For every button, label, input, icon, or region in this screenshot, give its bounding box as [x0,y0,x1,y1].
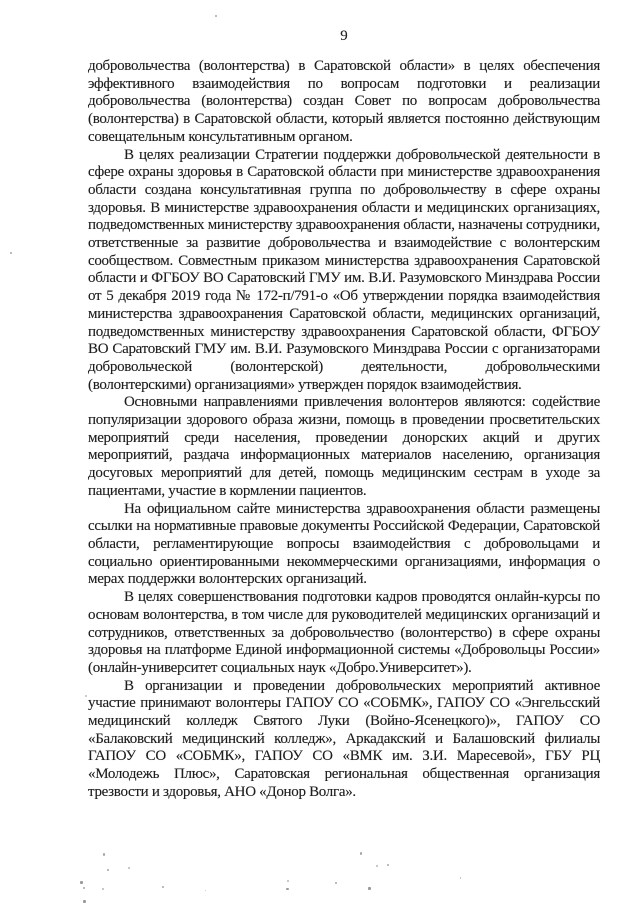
body-paragraph: В целях совершенствования подготовки кадров проводятся онлайн-курсы по основам волонтерства, в том числе для руководителей медицинских организаций и сотрудников, ответственных за добровольчество (волонтерство) в сфере охраны здоровья на платформе Единой информационной системы «Добровольцы России» (онлайн-университет социальных наук «Добро.Университет»). [88,589,600,676]
page-number: 9 [340,28,348,44]
body-paragraph: Основными направлениями привлечения волонтеров являются: содействие популяризации здорового образа жизни, помощь в проведении просветительских мероприятий среди населения, проведении донорских акций и других мероприятий, раздача информационных материалов населению, организация досуговых мероприятий для детей, помощь медицинским сестрам в уходе за пациентами, участие в кормлении пациентов. [88,394,600,499]
body-paragraph: В организации и проведении добровольческих мероприятий активное участие принимают волонтеры ГАПОУ СО «СОБМК», ГАПОУ СО «Энгельсский медицинский колледж Святого Луки (Войно-Ясенецкого)», ГАПОУ СО «Балаковский медицинский колледж», Аркадакский и Балашовский филиалы ГАПОУ СО «СОБМК», ГАПОУ СО «ВМК им. З.И. Маресевой», ГБУ РЦ «Молодежь Плюс», Саратовская региональная общественная организация трезвости и здоровья, АНО «Донор Волга». [88,677,600,800]
body-paragraph: На официальном сайте министерства здравоохранения области размещены ссылки на нормативные правовые документы Российской Федерации, Саратовской области, регламентирующие вопросы взаимодействия с добровольцами и социально ориентированными некоммерческими организациями, информация о мерах поддержки волонтерских организаций. [88,500,600,588]
body-paragraph: В целях реализации Стратегии поддержки добровольческой деятельности в сфере охраны здоровья в Саратовской области при министерстве здравоохранения области создана консультативная группа по добровольчеству в сфере охраны здоровья. В министерстве здравоохранения области и медицинских организациях, подведомственных министерству здравоохранения области, назначены сотрудники, ответственные за развитие добровольчества и взаимодействие с волонтерским сообществом. Совместным приказом министерства здравоохранения Саратовской области и ФГБОУ ВО Саратовский ГМУ им. В.И. Разумовского Минздрава России от 5 декабря 2019 года № 172-п/791-о «Об утверждении порядка взаимодействия министерства здравоохранения Саратовской области, медицинских организаций, подведомственных министерству здравоохранения Саратовской области, ФГБОУ ВО Саратовский ГМУ им. В.И. Разумовского Минздрава России с организаторами добровольческой (волонтерской) деятельности, добровольческими (волонтерскими) организациями» утвержден порядок взаимодействия. [88,146,600,393]
document-body [88,58,600,802]
body-paragraph-continuation: добровольчества (волонтерства) в Саратовской области» в целях обеспечения эффективного взаимодействия по вопросам подготовки и реализации добровольчества (волонтерства) создан Совет по вопросам добровольчества (волонтерства) в Саратовской области, который является постоянно действующим совещательным консультативным органом. [88,58,600,145]
